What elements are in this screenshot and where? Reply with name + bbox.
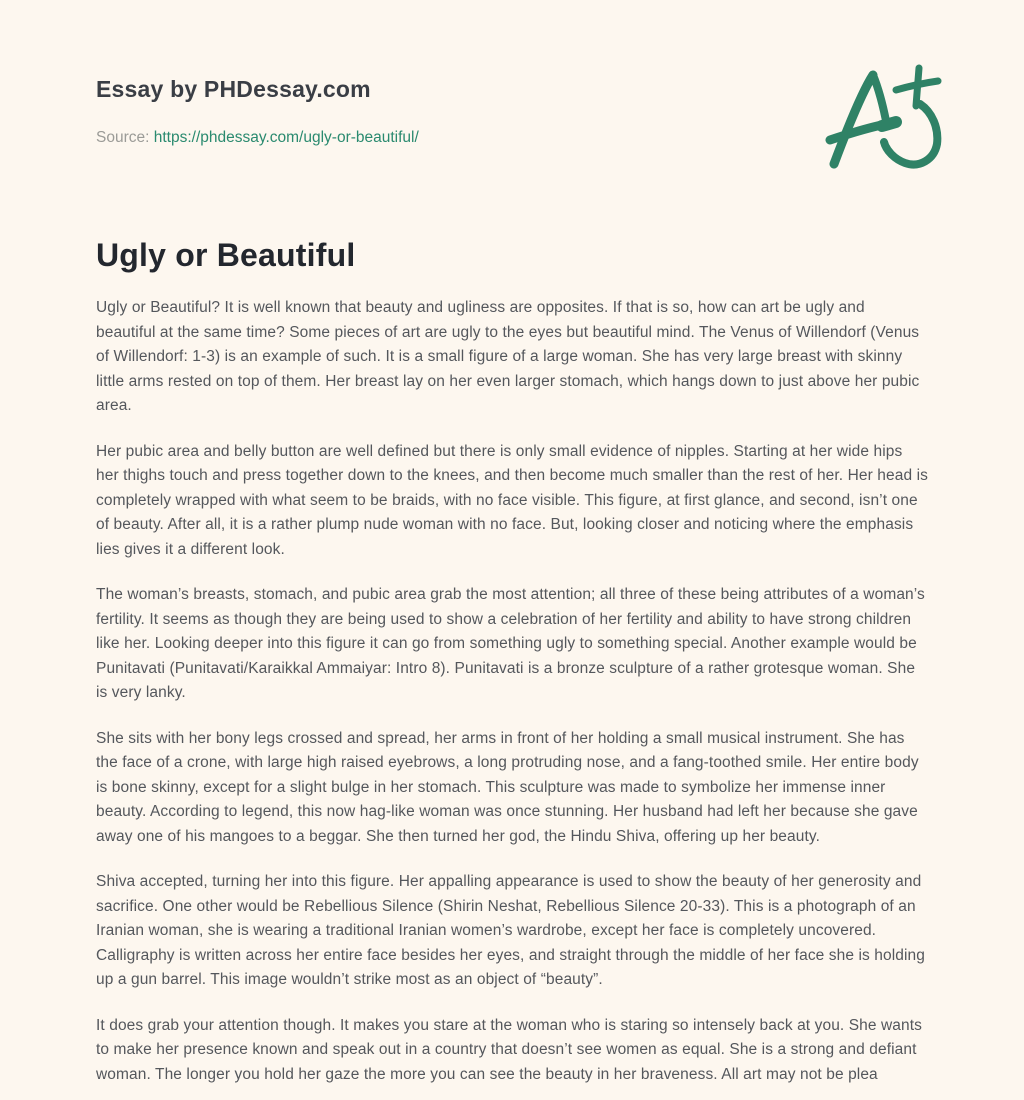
essay-paragraph: It does grab your attention though. It makes you stare at the woman who is staring so intensely back at you. She wants to make her presence known and speak out in a country that doesn’t see women as equal. She is a strong and defiant woman. The longer you hold her gaze the more you can see the beauty in her braveness. All art may not be plea [96, 1016, 923, 1083]
essay-content [96, 237, 928, 1087]
essay-paragraph: Shiva accepted, turning her into this figure. Her appalling appearance is used to show the beauty of her generosity and sacrifice. One other would be Rebellious Silence (Shirin Neshat, Rebellious Silence 20-33). This is a photograph of an Iranian woman, she is wearing a traditional Iranian women’s wardrobe, except her face is completely uncovered. Calligraphy is written across her entire face besides her eyes, and straight through the middle of her face she is holding up a gun barrel. This image wouldn’t strike most as an object of “beauty”. [96, 873, 925, 988]
essay-paragraph: Ugly or Beautiful? It is well known that beauty and ugliness are opposites. If that is so, how can art be ugly and beautiful at the same time? Some pieces of art are ugly to the eyes but beautiful mind. The Venus of Willendorf (Venus of Willendorf: 1-3) is an example of such. It is a small figure of a large woman. She has very large breast with skinny little arms rested on top of them. Her breast lay on her even larger stomach, which hangs down to just above her pubic area. [96, 299, 920, 414]
essay-title: Ugly or Beautiful [96, 237, 356, 273]
a-plus-logo-icon [820, 60, 950, 177]
source-line [96, 129, 928, 147]
source-link[interactable]: https://phdessay.com/ugly-or-beautiful/ [153, 129, 419, 146]
source-label: Source: [96, 129, 150, 146]
essay-paragraph: She sits with her bony legs crossed and spread, her arms in front of her holding a small musical instrument. She has the face of a crone, with large high raised eyebrows, a long protruding nose, and a fang-toothed smile. Her entire body is bone skinny, except for a slight bulge in her stomach. This sculpture was made to symbolize her immense inner beauty. According to legend, this now hag-like woman was once stunning. Her husband had left her because she gave away one of his mangoes to a beggar. She then turned her god, the Hindu Shiva, offering up her beauty. [96, 729, 919, 845]
phdessay-logo [820, 60, 950, 177]
essay-body [96, 296, 928, 1087]
site-title: Essay by PHDessay.com [96, 76, 371, 102]
essay-paragraph: The woman’s breasts, stomach, and pubic area grab the most attention; all three of these being attributes of a woman’s fertility. It seems as though they are being used to show a celebration of her fertility and ability to have strong children like her. Looking deeper into this figure it can go from something ugly to something special. Another example would be Punitavati (Punitavati/Karaikkal Ammaiyar: Intro 8). Punitavati is a bronze sculpture of a rather grotesque woman. She is very lanky. [96, 586, 925, 701]
essay-paragraph: Her pubic area and belly button are well defined but there is only small evidence of nipples. Starting at her wide hips her thighs touch and press together down to the knees, and then become much smaller than the rest of her. Her head is completely wrapped with what seem to be braids, with no face visible. This figure, at first glance, and second, isn’t one of beauty. After all, it is a rather plump nude woman with no face. But, looking closer and noticing where the emphasis lies gives it a different look. [96, 442, 928, 558]
page-header [96, 76, 928, 147]
